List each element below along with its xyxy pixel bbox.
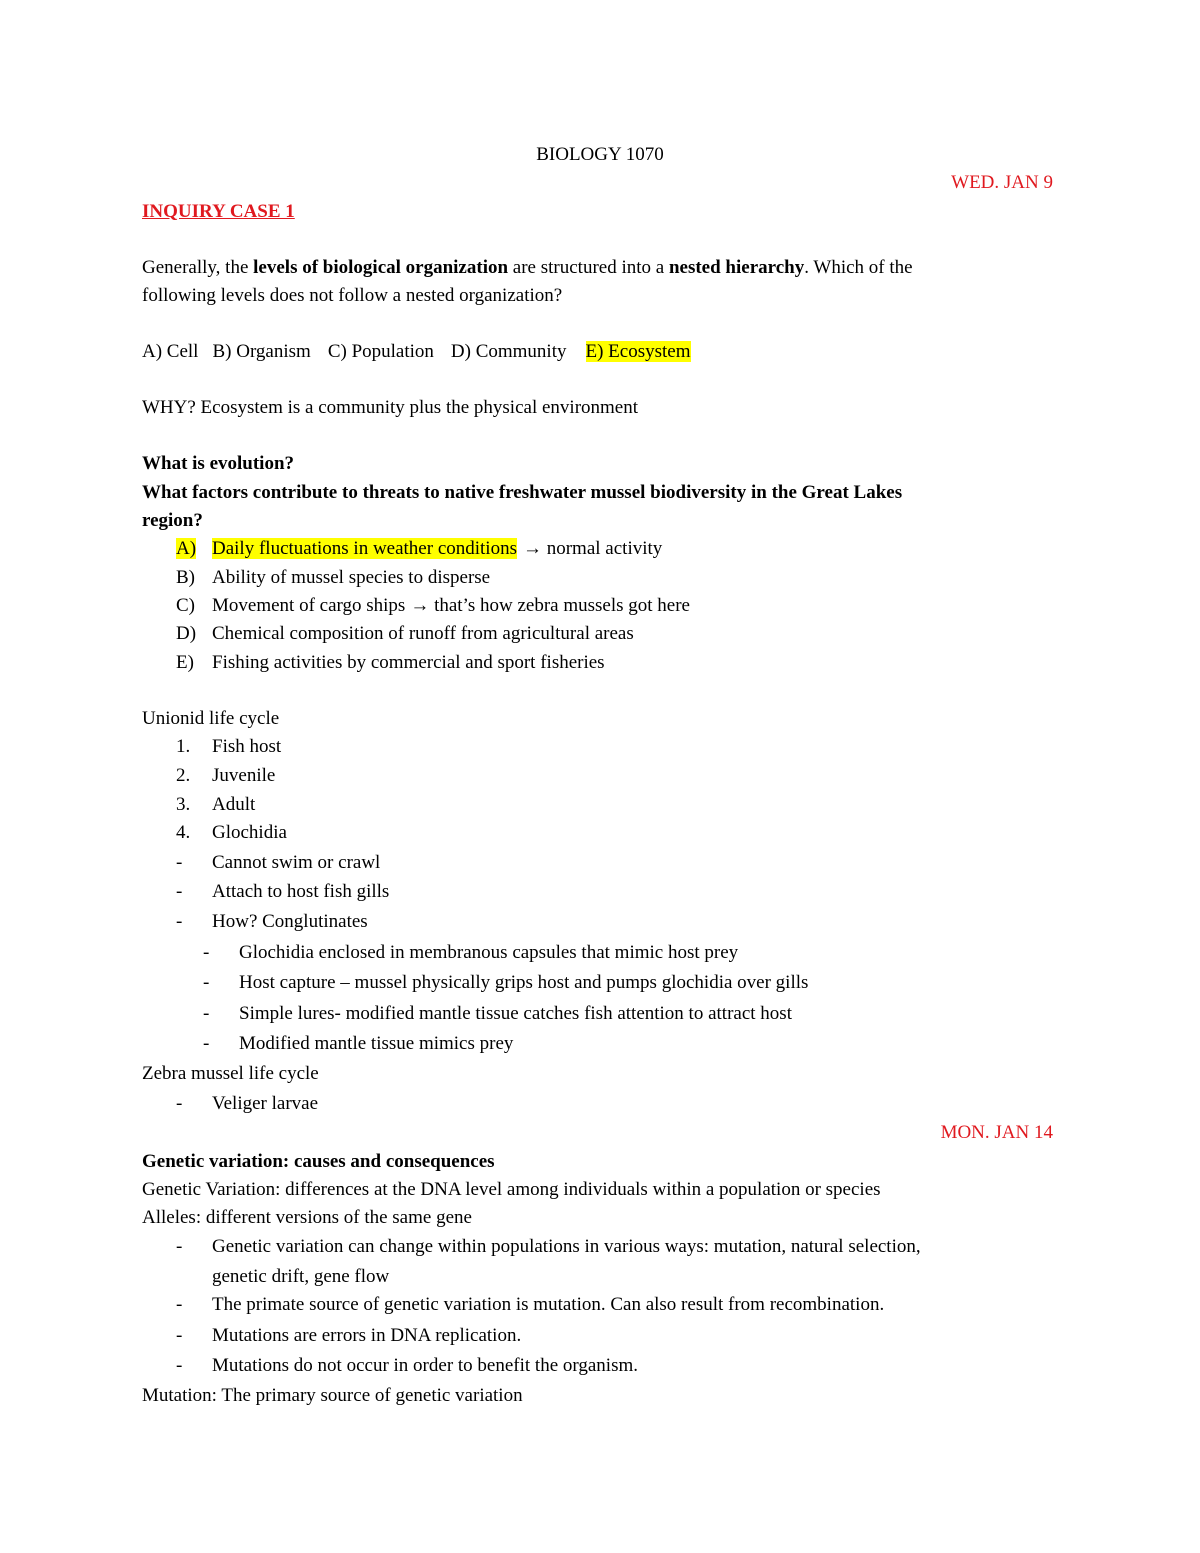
- inquiry-case-title: INQUIRY CASE 1: [142, 201, 295, 222]
- date-heading-mon: MON. JAN 14: [940, 1122, 1053, 1143]
- question1-text-c: . Which of the: [804, 257, 913, 278]
- stage-number: 4.: [176, 822, 191, 843]
- bullet-dash: -: [176, 1294, 183, 1315]
- bullet-item: The primate source of genetic variation is mutation. Can also result from recombination.: [212, 1294, 885, 1315]
- sub-bullet-dash: -: [203, 1003, 210, 1024]
- why-answer: WHY? Ecosystem is a community plus the physical environment: [142, 397, 639, 418]
- question1-text-a: Generally, the: [142, 257, 254, 278]
- stage-item: Glochidia: [212, 822, 287, 843]
- list-item-e: Fishing activities by commercial and sport fisheries: [212, 652, 605, 673]
- option-b: B) Organism: [212, 341, 311, 362]
- stage-number: 2.: [176, 765, 191, 786]
- arrow-icon: →: [522, 538, 542, 559]
- zebra-title: Zebra mussel life cycle: [142, 1063, 319, 1084]
- stage-number: 1.: [176, 736, 191, 757]
- sub-bullet-item: Simple lures- modified mantle tissue catches fish attention to attract host: [239, 1003, 792, 1024]
- question1-bold-term-1: levels of biological organization: [253, 257, 509, 278]
- question1-line2: following levels does not follow a nested organization?: [142, 285, 563, 306]
- list-item-a: [212, 537, 662, 561]
- mussel-question-line2: region?: [142, 510, 203, 531]
- question1-options: [142, 340, 691, 364]
- list-letter-b: B): [176, 567, 195, 588]
- list-item-c-note: that’s how zebra mussels got here: [429, 595, 690, 616]
- question1-line1: [142, 256, 913, 280]
- list-item-d: Chemical composition of runoff from agricultural areas: [212, 623, 634, 644]
- sub-bullet-dash: -: [203, 972, 210, 993]
- genetic-variation-heading: Genetic variation: causes and consequences: [142, 1151, 495, 1172]
- bullet-dash: -: [176, 911, 183, 932]
- list-letter-e: E): [176, 652, 194, 673]
- stage-item: Adult: [212, 794, 256, 815]
- bullet-dash: -: [176, 1355, 183, 1376]
- bullet-dash: -: [176, 1236, 183, 1257]
- bullet-item: Mutations do not occur in order to benefit the organism.: [212, 1355, 639, 1376]
- bullet-dash: -: [176, 1325, 183, 1346]
- unionid-title: Unionid life cycle: [142, 708, 280, 729]
- sub-bullet-item: Glochidia enclosed in membranous capsules that mimic host prey: [239, 942, 739, 963]
- bullet-item: Cannot swim or crawl: [212, 852, 381, 873]
- course-title: BIOLOGY 1070: [536, 144, 664, 165]
- mussel-question-line1: What factors contribute to threats to native freshwater mussel biodiversity in the Great Lakes: [142, 482, 903, 503]
- list-letter-d: D): [176, 623, 197, 644]
- sub-bullet-dash: -: [203, 1033, 210, 1054]
- list-item-c-text: Movement of cargo ships: [212, 595, 406, 616]
- sub-bullet-item: Modified mantle tissue mimics prey: [239, 1033, 514, 1054]
- arrow-icon: →: [410, 595, 430, 616]
- option-d: D) Community: [450, 341, 567, 362]
- bullet-item: Attach to host fish gills: [212, 881, 390, 902]
- date-heading-wed: WED. JAN 9: [951, 172, 1053, 193]
- stage-number: 3.: [176, 794, 191, 815]
- bullet-item: Mutations are errors in DNA replication.: [212, 1325, 522, 1346]
- list-item-a-note: normal activity: [541, 538, 663, 559]
- sub-bullet-dash: -: [203, 942, 210, 963]
- stage-item: Juvenile: [212, 765, 276, 786]
- option-c: C) Population: [327, 341, 434, 362]
- list-item-b: Ability of mussel species to disperse: [212, 567, 491, 588]
- bullet-item: Genetic variation can change within populations in various ways: mutation, natural selection,: [212, 1236, 921, 1257]
- bullet-item: Veliger larvae: [212, 1093, 319, 1114]
- question1-text-b: are structured into a: [508, 257, 669, 278]
- sub-bullet-item: Host capture – mussel physically grips host and pumps glochidia over gills: [239, 972, 809, 993]
- definition-alleles: Alleles: different versions of the same gene: [142, 1207, 472, 1228]
- bullet-item-continued: genetic drift, gene flow: [212, 1266, 390, 1287]
- mutation-line: Mutation: The primary source of genetic variation: [142, 1385, 523, 1406]
- bullet-dash: -: [176, 852, 183, 873]
- bullet-item: How? Conglutinates: [212, 911, 368, 932]
- bullet-dash: -: [176, 881, 183, 902]
- list-letter-c: C): [176, 595, 195, 616]
- highlighted-answer: Daily fluctuations in weather conditions: [212, 538, 517, 559]
- list-item-c: [212, 594, 690, 618]
- list-letter-a: A): [176, 538, 197, 559]
- bullet-dash: -: [176, 1093, 183, 1114]
- list-letter: [176, 537, 196, 561]
- option-a: A) Cell: [142, 341, 199, 362]
- option-e-highlighted: E) Ecosystem: [585, 341, 691, 362]
- evolution-question: What is evolution?: [142, 453, 295, 474]
- stage-item: Fish host: [212, 736, 282, 757]
- definition-genetic-variation: Genetic Variation: differences at the DNA level among individuals within a population or species: [142, 1179, 881, 1200]
- question1-bold-term-2: nested hierarchy: [668, 257, 805, 278]
